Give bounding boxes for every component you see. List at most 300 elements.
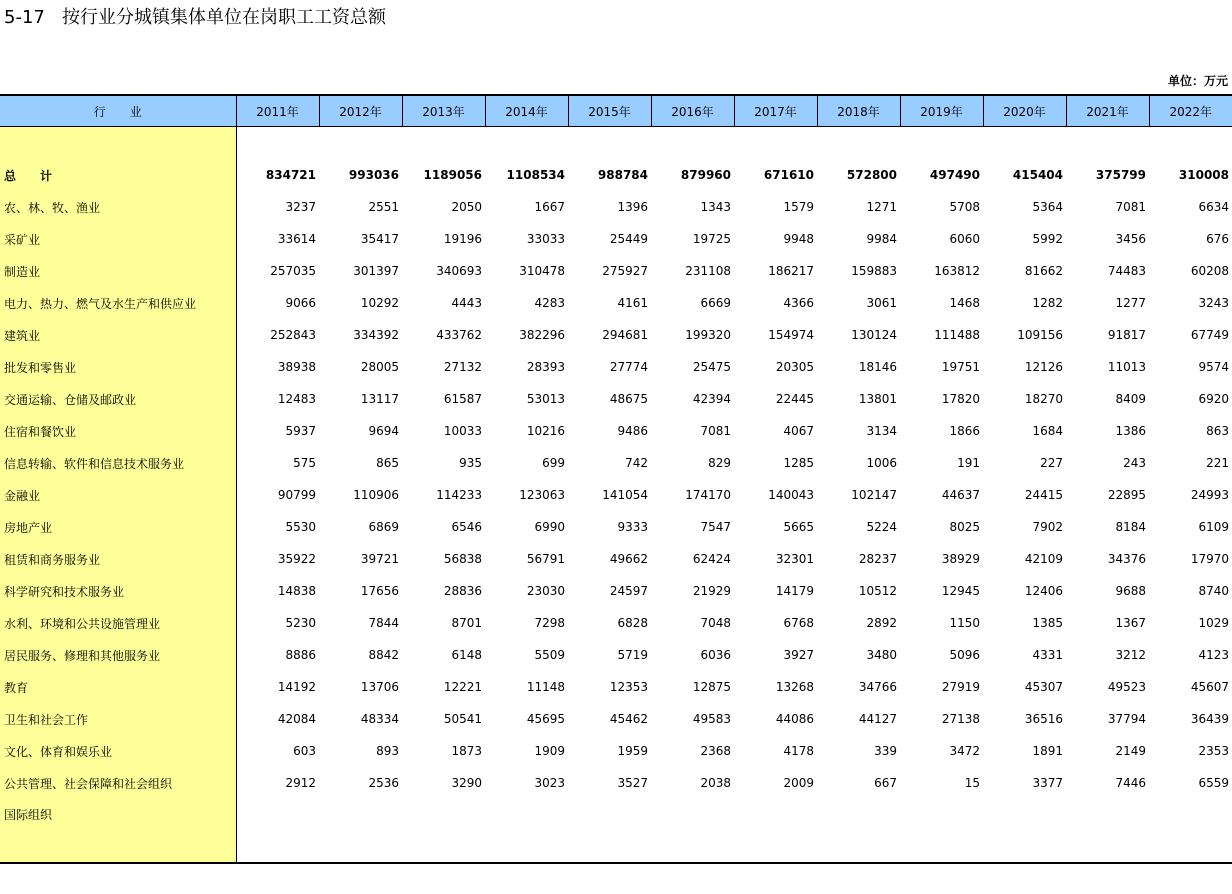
- value-cell: 141054: [602, 488, 648, 502]
- value-cell: [817, 799, 900, 863]
- value-cell: 27138: [941, 712, 980, 726]
- value-cell: 21929: [692, 584, 731, 598]
- year-column-header: 2013年: [402, 95, 485, 127]
- value-cell: 8025: [949, 520, 980, 534]
- value-cell: 102147: [851, 488, 897, 502]
- value-cell: 35417: [360, 232, 399, 246]
- value-cell: 5719: [617, 648, 648, 662]
- value-cell: 676: [1206, 232, 1229, 246]
- value-cell: 5230: [285, 616, 316, 630]
- value-cell: 42084: [277, 712, 316, 726]
- value-cell: 340693: [436, 264, 482, 278]
- industry-name-cell: 卫生和社会工作: [0, 703, 236, 735]
- value-cell: 11148: [526, 680, 565, 694]
- value-cell: 19725: [692, 232, 731, 246]
- total-row: [0, 159, 1232, 191]
- value-cell: 45462: [609, 712, 648, 726]
- industry-column-header: 行 业: [0, 95, 236, 127]
- value-cell: 109156: [1017, 328, 1063, 342]
- value-cell: 50541: [443, 712, 482, 726]
- value-cell: 310478: [519, 264, 565, 278]
- value-cell: 20305: [775, 360, 814, 374]
- value-cell: 5708: [949, 200, 980, 214]
- value-cell: 44086: [775, 712, 814, 726]
- industry-name-cell: 房地产业: [0, 511, 236, 543]
- value-cell: 2038: [700, 776, 731, 790]
- value-cell: 23030: [526, 584, 565, 598]
- value-cell: 1150: [949, 616, 980, 630]
- value-cell: 13117: [360, 392, 399, 406]
- value-cell: 44637: [941, 488, 980, 502]
- spacer-cell: [0, 127, 236, 160]
- value-cell: [485, 799, 568, 863]
- industry-name-cell: 水利、环境和公共设施管理业: [0, 607, 236, 639]
- table-row: [0, 767, 1232, 799]
- value-cell: 17820: [941, 392, 980, 406]
- value-cell: 4331: [1032, 648, 1063, 662]
- value-cell: 6060: [949, 232, 980, 246]
- value-cell: 1006: [866, 456, 897, 470]
- value-cell: 6828: [617, 616, 648, 630]
- value-cell: [568, 799, 651, 863]
- value-cell: 9694: [368, 424, 399, 438]
- value-cell: 5530: [285, 520, 316, 534]
- value-cell: 1667: [534, 200, 565, 214]
- value-cell: 140043: [768, 488, 814, 502]
- table-row: [0, 575, 1232, 607]
- value-cell: 4067: [783, 424, 814, 438]
- value-cell: 8886: [285, 648, 316, 662]
- table-row: [0, 511, 1232, 543]
- value-cell: 28393: [526, 360, 565, 374]
- industry-name-cell: 居民服务、修理和其他服务业: [0, 639, 236, 671]
- value-cell: 28237: [858, 552, 897, 566]
- table-row: [0, 415, 1232, 447]
- value-cell: [734, 799, 817, 863]
- industry-name-cell: 电力、热力、燃气及水生产和供应业: [0, 287, 236, 319]
- value-cell: 45607: [1190, 680, 1229, 694]
- value-cell: 6669: [700, 296, 731, 310]
- value-cell: 12483: [277, 392, 316, 406]
- value-cell: 1282: [1032, 296, 1063, 310]
- value-cell: 9688: [1115, 584, 1146, 598]
- value-cell: 67749: [1190, 328, 1229, 342]
- industry-name-cell: 交通运输、仓储及邮政业: [0, 383, 236, 415]
- value-cell: 275927: [602, 264, 648, 278]
- value-cell: 1866: [949, 424, 980, 438]
- value-cell: 1385: [1032, 616, 1063, 630]
- value-cell: 1468: [949, 296, 980, 310]
- value-cell: 17970: [1190, 552, 1229, 566]
- year-column-header: 2020年: [983, 95, 1066, 127]
- value-cell: 18270: [1024, 392, 1063, 406]
- value-cell: 56838: [443, 552, 482, 566]
- industry-name-cell: 租赁和商务服务业: [0, 543, 236, 575]
- value-cell: 12875: [692, 680, 731, 694]
- value-cell: 34766: [858, 680, 897, 694]
- value-cell: 7446: [1115, 776, 1146, 790]
- industry-name-cell: 文化、体育和娱乐业: [0, 735, 236, 767]
- value-cell: 61587: [443, 392, 482, 406]
- industry-name-cell: 教育: [0, 671, 236, 703]
- value-cell: 6768: [783, 616, 814, 630]
- value-cell: 221: [1206, 456, 1229, 470]
- value-cell: 863: [1206, 424, 1229, 438]
- value-cell: 1909: [534, 744, 565, 758]
- value-cell: 28836: [443, 584, 482, 598]
- value-cell: 90799: [277, 488, 316, 502]
- year-column-header: 2014年: [485, 95, 568, 127]
- value-cell: 49662: [609, 552, 648, 566]
- value-cell: [236, 799, 319, 863]
- value-cell: 49523: [1107, 680, 1146, 694]
- value-cell: 2009: [783, 776, 814, 790]
- value-cell: 865: [376, 456, 399, 470]
- value-cell: 14838: [277, 584, 316, 598]
- table-row: [0, 543, 1232, 575]
- value-cell: 14192: [277, 680, 316, 694]
- value-cell: 310008: [1178, 168, 1229, 182]
- value-cell: 45307: [1024, 680, 1063, 694]
- value-cell: 34376: [1107, 552, 1146, 566]
- table-row: [0, 639, 1232, 671]
- year-column-header: 2022年: [1149, 95, 1232, 127]
- value-cell: 19196: [443, 232, 482, 246]
- table-row: [0, 351, 1232, 383]
- wage-table: [0, 94, 1232, 864]
- value-cell: 36516: [1024, 712, 1063, 726]
- value-cell: 27774: [609, 360, 648, 374]
- value-cell: 38938: [277, 360, 316, 374]
- value-cell: 1277: [1115, 296, 1146, 310]
- value-cell: 382296: [519, 328, 565, 342]
- table-body: [0, 127, 1232, 864]
- value-cell: 671610: [763, 168, 814, 182]
- value-cell: 33033: [526, 232, 565, 246]
- value-cell: 48675: [609, 392, 648, 406]
- year-column-header: 2019年: [900, 95, 983, 127]
- industry-name-cell: 信息转输、软件和信息技术服务业: [0, 447, 236, 479]
- value-cell: 111488: [934, 328, 980, 342]
- table-row: [0, 479, 1232, 511]
- value-cell: 159883: [851, 264, 897, 278]
- value-cell: 4443: [451, 296, 482, 310]
- value-cell: 699: [542, 456, 565, 470]
- value-cell: 12353: [609, 680, 648, 694]
- value-cell: 7844: [368, 616, 399, 630]
- value-cell: 4283: [534, 296, 565, 310]
- value-cell: 154974: [768, 328, 814, 342]
- value-cell: 1684: [1032, 424, 1063, 438]
- value-cell: 988784: [597, 168, 648, 182]
- table-row: [0, 255, 1232, 287]
- value-cell: 6990: [534, 520, 565, 534]
- value-cell: 7081: [1115, 200, 1146, 214]
- value-cell: 497490: [929, 168, 980, 182]
- unit-label: 单位：万元: [1167, 74, 1228, 88]
- value-cell: 8409: [1115, 392, 1146, 406]
- value-cell: 231108: [685, 264, 731, 278]
- value-cell: 667: [874, 776, 897, 790]
- value-cell: 9984: [866, 232, 897, 246]
- value-cell: 1285: [783, 456, 814, 470]
- value-cell: 60208: [1190, 264, 1229, 278]
- industry-name-cell: 公共管理、社会保障和社会组织: [0, 767, 236, 799]
- value-cell: 6634: [1198, 200, 1229, 214]
- value-cell: 17656: [360, 584, 399, 598]
- value-cell: 7081: [700, 424, 731, 438]
- value-cell: 1108534: [506, 168, 565, 182]
- value-cell: 199320: [685, 328, 731, 342]
- value-cell: 993036: [348, 168, 399, 182]
- value-cell: 6920: [1198, 392, 1229, 406]
- value-cell: 49583: [692, 712, 731, 726]
- value-cell: 1959: [617, 744, 648, 758]
- value-cell: 110906: [353, 488, 399, 502]
- value-cell: 2912: [285, 776, 316, 790]
- value-cell: 9066: [285, 296, 316, 310]
- value-cell: 3290: [451, 776, 482, 790]
- value-cell: 9333: [617, 520, 648, 534]
- value-cell: 257035: [270, 264, 316, 278]
- value-cell: 1396: [617, 200, 648, 214]
- spacer-row: [0, 127, 1232, 160]
- value-cell: 53013: [526, 392, 565, 406]
- value-cell: 6559: [1198, 776, 1229, 790]
- value-cell: 44127: [858, 712, 897, 726]
- value-cell: [1066, 799, 1149, 863]
- value-cell: 24597: [609, 584, 648, 598]
- value-cell: 1343: [700, 200, 731, 214]
- year-column-header: 2016年: [651, 95, 734, 127]
- value-cell: 3527: [617, 776, 648, 790]
- value-cell: 62424: [692, 552, 731, 566]
- value-cell: 35922: [277, 552, 316, 566]
- value-cell: 91817: [1107, 328, 1146, 342]
- value-cell: 36439: [1190, 712, 1229, 726]
- value-cell: 2551: [368, 200, 399, 214]
- table-row: [0, 447, 1232, 479]
- value-cell: 81662: [1024, 264, 1063, 278]
- value-cell: 9486: [617, 424, 648, 438]
- value-cell: 27132: [443, 360, 482, 374]
- industry-name-cell: 制造业: [0, 255, 236, 287]
- value-cell: [900, 799, 983, 863]
- value-cell: 13706: [360, 680, 399, 694]
- value-cell: 935: [459, 456, 482, 470]
- industry-name-cell: 国际组织: [0, 799, 236, 863]
- value-cell: 2353: [1198, 744, 1229, 758]
- value-cell: 19751: [941, 360, 980, 374]
- value-cell: [402, 799, 485, 863]
- value-cell: 2149: [1115, 744, 1146, 758]
- value-cell: 5096: [949, 648, 980, 662]
- value-cell: 572800: [846, 168, 897, 182]
- value-cell: 5937: [285, 424, 316, 438]
- year-column-header: 2018年: [817, 95, 900, 127]
- value-cell: 2536: [368, 776, 399, 790]
- value-cell: 7902: [1032, 520, 1063, 534]
- value-cell: 7547: [700, 520, 731, 534]
- value-cell: 3927: [783, 648, 814, 662]
- value-cell: 37794: [1107, 712, 1146, 726]
- value-cell: 1873: [451, 744, 482, 758]
- value-cell: 294681: [602, 328, 648, 342]
- table-row: [0, 607, 1232, 639]
- table-row: [0, 191, 1232, 223]
- value-cell: 25449: [609, 232, 648, 246]
- value-cell: 6148: [451, 648, 482, 662]
- value-cell: 433762: [436, 328, 482, 342]
- value-cell: 2368: [700, 744, 731, 758]
- industry-name-cell: 住宿和餐饮业: [0, 415, 236, 447]
- value-cell: 2050: [451, 200, 482, 214]
- value-cell: 6109: [1198, 520, 1229, 534]
- value-cell: 4366: [783, 296, 814, 310]
- value-cell: 3243: [1198, 296, 1229, 310]
- industry-name-cell: 总 计: [0, 159, 236, 191]
- value-cell: 33614: [277, 232, 316, 246]
- spacer-cell: [236, 127, 1232, 160]
- value-cell: 1386: [1115, 424, 1146, 438]
- value-cell: 252843: [270, 328, 316, 342]
- year-column-header: 2021年: [1066, 95, 1149, 127]
- value-cell: 3456: [1115, 232, 1146, 246]
- industry-name-cell: 批发和零售业: [0, 351, 236, 383]
- value-cell: 829: [708, 456, 731, 470]
- value-cell: 22445: [775, 392, 814, 406]
- value-cell: 1029: [1198, 616, 1229, 630]
- value-cell: 3480: [866, 648, 897, 662]
- value-cell: 38929: [941, 552, 980, 566]
- value-cell: 3061: [866, 296, 897, 310]
- value-cell: 10292: [360, 296, 399, 310]
- page-title: 5-17 按行业分城镇集体单位在岗职工工资总额: [4, 7, 387, 28]
- table-row: [0, 735, 1232, 767]
- value-cell: [651, 799, 734, 863]
- value-cell: 28005: [360, 360, 399, 374]
- value-cell: 2892: [866, 616, 897, 630]
- value-cell: 3212: [1115, 648, 1146, 662]
- value-cell: 4161: [617, 296, 648, 310]
- value-cell: 4178: [783, 744, 814, 758]
- value-cell: 24415: [1024, 488, 1063, 502]
- value-cell: 6546: [451, 520, 482, 534]
- value-cell: 10216: [526, 424, 565, 438]
- value-cell: 12221: [443, 680, 482, 694]
- table-row: [0, 319, 1232, 351]
- value-cell: 5364: [1032, 200, 1063, 214]
- value-cell: 130124: [851, 328, 897, 342]
- value-cell: 334392: [353, 328, 399, 342]
- value-cell: 45695: [526, 712, 565, 726]
- value-cell: 12126: [1024, 360, 1063, 374]
- value-cell: 301397: [353, 264, 399, 278]
- value-cell: 123063: [519, 488, 565, 502]
- value-cell: 10512: [858, 584, 897, 598]
- value-cell: 3023: [534, 776, 565, 790]
- value-cell: 11013: [1107, 360, 1146, 374]
- value-cell: 243: [1123, 456, 1146, 470]
- value-cell: 13801: [858, 392, 897, 406]
- table-row: [0, 223, 1232, 255]
- value-cell: 48334: [360, 712, 399, 726]
- value-cell: 8184: [1115, 520, 1146, 534]
- value-cell: 3237: [285, 200, 316, 214]
- value-cell: 42394: [692, 392, 731, 406]
- value-cell: 10033: [443, 424, 482, 438]
- value-cell: 8740: [1198, 584, 1229, 598]
- value-cell: 25475: [692, 360, 731, 374]
- value-cell: [983, 799, 1066, 863]
- industry-name-cell: 采矿业: [0, 223, 236, 255]
- table-row: [0, 703, 1232, 735]
- value-cell: 1271: [866, 200, 897, 214]
- value-cell: 5509: [534, 648, 565, 662]
- value-cell: 56791: [526, 552, 565, 566]
- value-cell: 603: [293, 744, 316, 758]
- value-cell: 3377: [1032, 776, 1063, 790]
- industry-name-cell: 金融业: [0, 479, 236, 511]
- value-cell: 339: [874, 744, 897, 758]
- value-cell: 174170: [685, 488, 731, 502]
- value-cell: 1579: [783, 200, 814, 214]
- value-cell: [1149, 799, 1232, 863]
- industry-name-cell: 科学研究和技术服务业: [0, 575, 236, 607]
- value-cell: 39721: [360, 552, 399, 566]
- value-cell: 415404: [1012, 168, 1063, 182]
- value-cell: 879960: [680, 168, 731, 182]
- value-cell: 18146: [858, 360, 897, 374]
- value-cell: 15: [964, 776, 980, 790]
- table-row: [0, 287, 1232, 319]
- value-cell: 834721: [265, 168, 316, 182]
- value-cell: 12945: [941, 584, 980, 598]
- value-cell: 8842: [368, 648, 399, 662]
- value-cell: [319, 799, 402, 863]
- value-cell: 74483: [1107, 264, 1146, 278]
- value-cell: 13268: [775, 680, 814, 694]
- value-cell: 9948: [783, 232, 814, 246]
- year-column-header: 2012年: [319, 95, 402, 127]
- year-column-header: 2011年: [236, 95, 319, 127]
- value-cell: 3472: [949, 744, 980, 758]
- value-cell: 6869: [368, 520, 399, 534]
- table-row: [0, 671, 1232, 703]
- value-cell: 5992: [1032, 232, 1063, 246]
- value-cell: 24993: [1190, 488, 1229, 502]
- value-cell: 12406: [1024, 584, 1063, 598]
- value-cell: 575: [293, 456, 316, 470]
- value-cell: 893: [376, 744, 399, 758]
- value-cell: 375799: [1095, 168, 1146, 182]
- value-cell: 7298: [534, 616, 565, 630]
- value-cell: 1367: [1115, 616, 1146, 630]
- value-cell: 5665: [783, 520, 814, 534]
- table-row: [0, 799, 1232, 863]
- value-cell: 163812: [934, 264, 980, 278]
- value-cell: 32301: [775, 552, 814, 566]
- value-cell: 42109: [1024, 552, 1063, 566]
- value-cell: 5224: [866, 520, 897, 534]
- value-cell: 191: [957, 456, 980, 470]
- value-cell: 114233: [436, 488, 482, 502]
- value-cell: 27919: [941, 680, 980, 694]
- value-cell: 6036: [700, 648, 731, 662]
- value-cell: 14179: [775, 584, 814, 598]
- value-cell: 1189056: [423, 168, 482, 182]
- year-column-header: 2017年: [734, 95, 817, 127]
